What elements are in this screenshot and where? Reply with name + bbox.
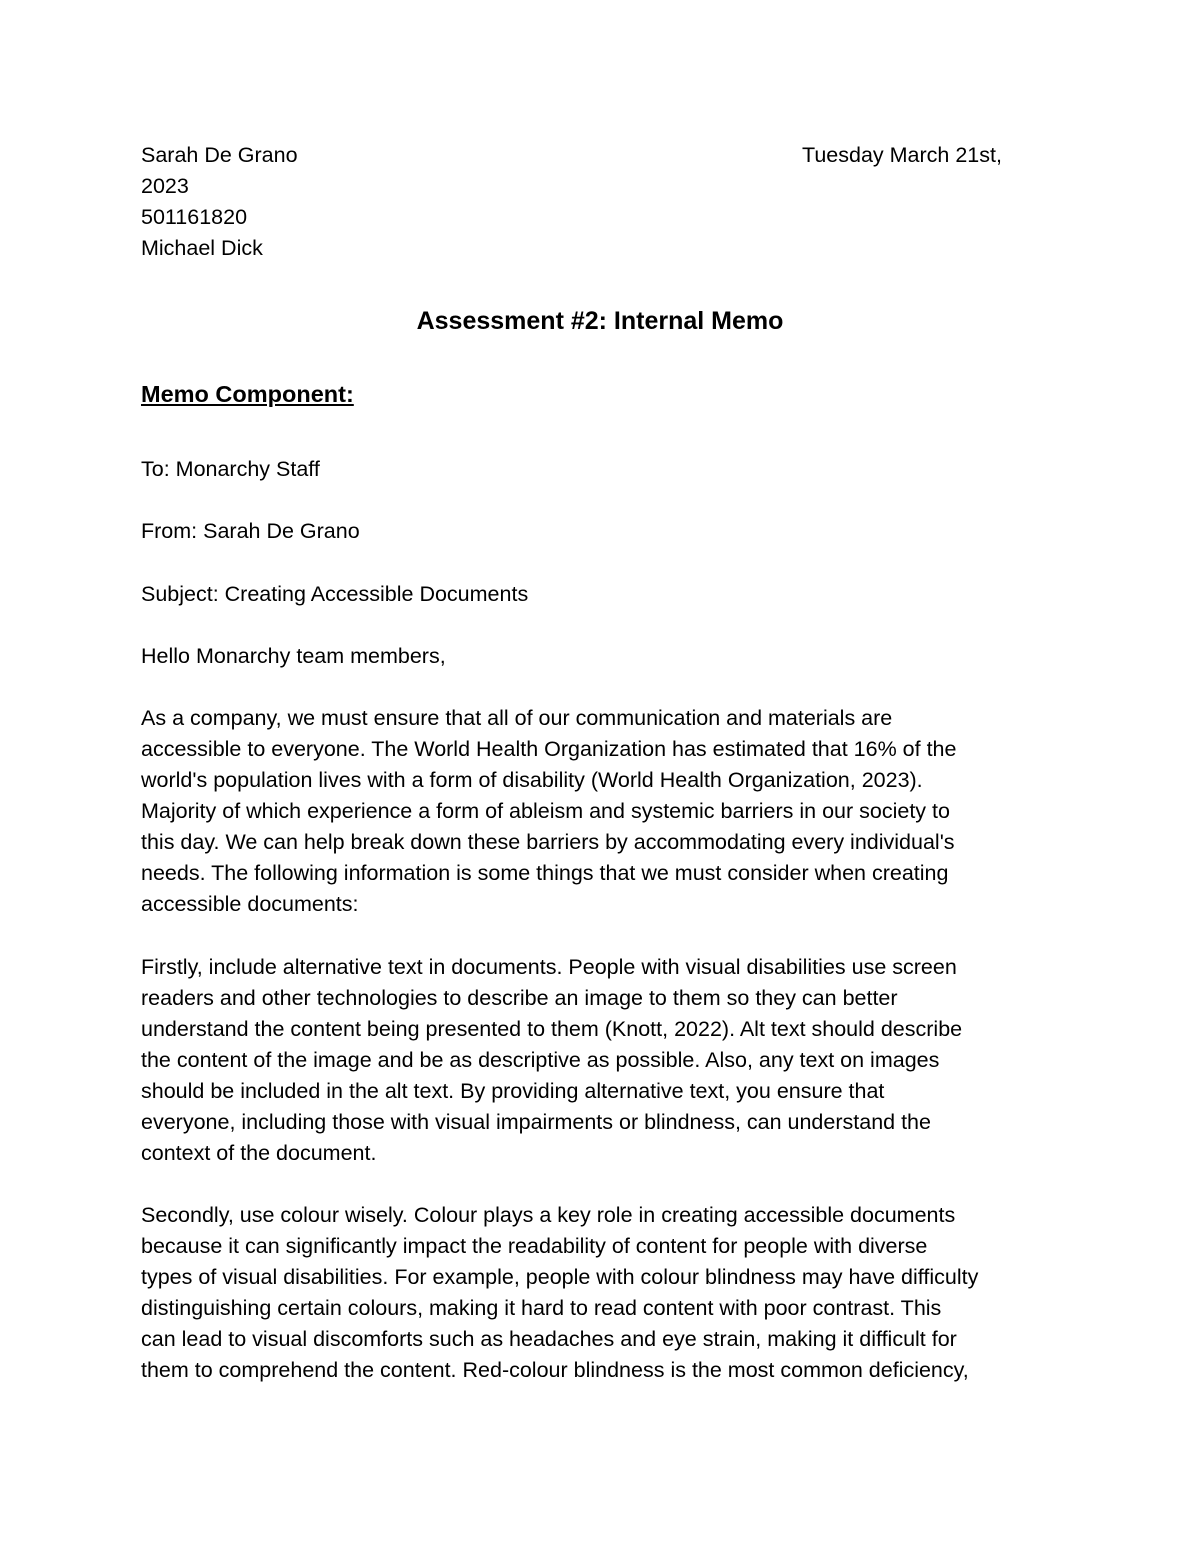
paragraph-line: context of the document. <box>141 1141 377 1165</box>
paragraph-line: the content of the image and be as descriptive as possible. Also, any text on images <box>141 1048 940 1072</box>
paragraph-line: Majority of which experience a form of ableism and systemic barriers in our society to <box>141 799 950 823</box>
paragraph-line: types of visual disabilities. For example, people with colour blindness may have difficulty <box>141 1265 979 1289</box>
student-id: 501161820 <box>141 205 248 229</box>
memo-subject: Subject: Creating Accessible Documents <box>141 582 529 606</box>
date-year: 2023 <box>141 174 189 198</box>
memo-greeting: Hello Monarchy team members, <box>141 644 446 668</box>
author-name: Sarah De Grano <box>141 143 298 167</box>
paragraph-line: everyone, including those with visual impairments or blindness, can understand the <box>141 1110 931 1134</box>
paragraph-line: readers and other technologies to describe an image to them so they can better <box>141 986 898 1010</box>
paragraph-line: can lead to visual discomforts such as headaches and eye strain, making it difficult for <box>141 1327 957 1351</box>
paragraph-line: Firstly, include alternative text in documents. People with visual disabilities use screen <box>141 955 957 979</box>
paragraph-line: accessible documents: <box>141 892 359 916</box>
paragraph-line: because it can significantly impact the readability of content for people with diverse <box>141 1234 928 1258</box>
paragraph-line: understand the content being presented to them (Knott, 2022). Alt text should describe <box>141 1017 963 1041</box>
paragraph-line: As a company, we must ensure that all of our communication and materials are <box>141 706 893 730</box>
paragraph-line: needs. The following information is some things that we must consider when creating <box>141 861 949 885</box>
paragraph-line: should be included in the alt text. By providing alternative text, you ensure that <box>141 1079 885 1103</box>
instructor-name: Michael Dick <box>141 236 263 260</box>
section-heading: Memo Component: <box>141 381 354 407</box>
memo-to: To: Monarchy Staff <box>141 457 320 481</box>
paragraph-line: this day. We can help break down these barriers by accommodating every individual's <box>141 830 955 854</box>
document-title: Assessment #2: Internal Memo <box>416 307 784 335</box>
date-line: Tuesday March 21st, <box>802 143 1002 167</box>
paragraph-line: Secondly, use colour wisely. Colour plays a key role in creating accessible documents <box>141 1203 956 1227</box>
paragraph-line: accessible to everyone. The World Health Organization has estimated that 16% of the <box>141 737 957 761</box>
paragraph-line: them to comprehend the content. Red-colour blindness is the most common deficiency, <box>141 1358 969 1382</box>
memo-from: From: Sarah De Grano <box>141 519 360 543</box>
paragraph-line: distinguishing certain colours, making it hard to read content with poor contrast. This <box>141 1296 942 1320</box>
paragraph-line: world's population lives with a form of disability (World Health Organization, 2023). <box>141 768 923 792</box>
